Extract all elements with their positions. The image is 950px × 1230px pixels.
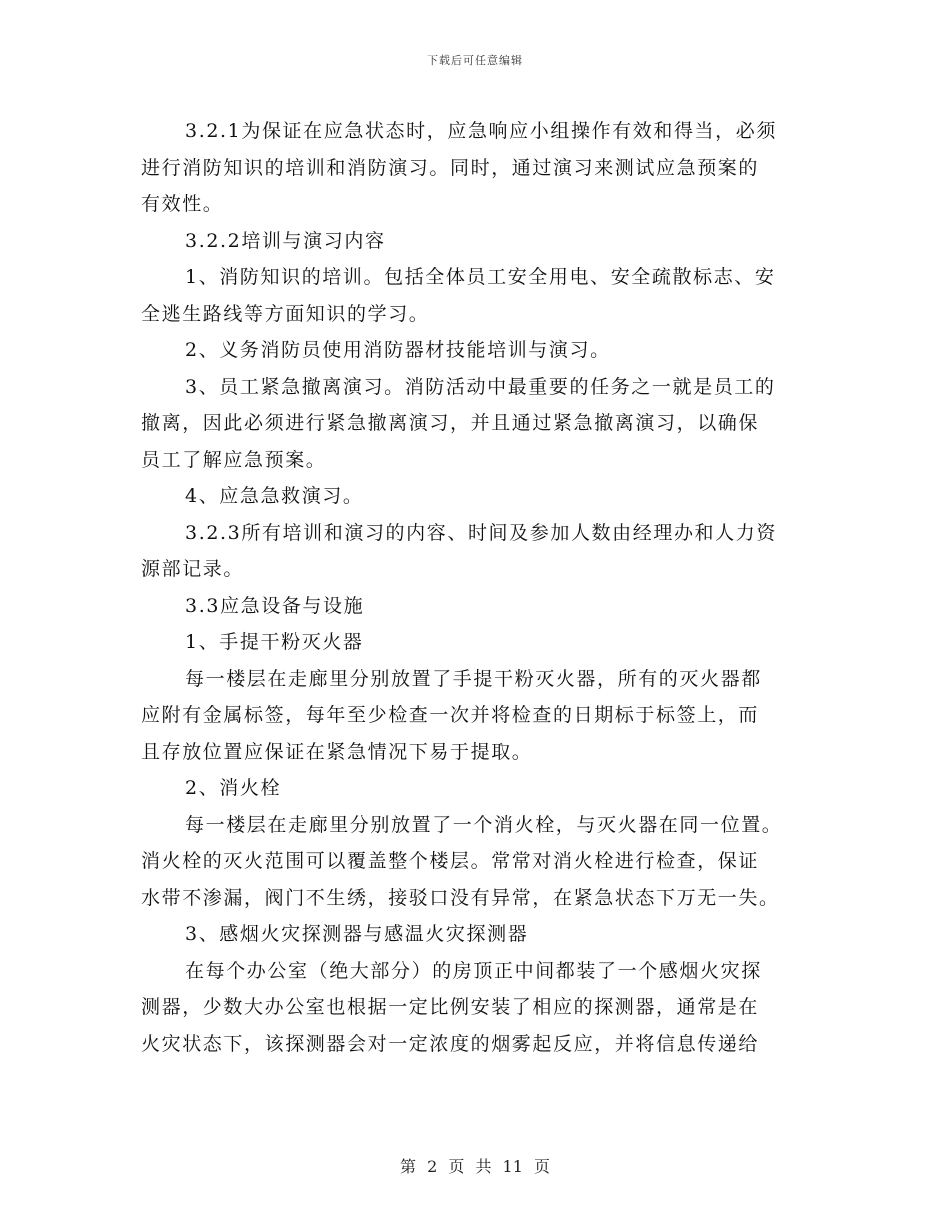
text-line: 水带不渗漏，阀门不生绣，接驳口没有异常，在紧急状态下万无一失。 — [141, 886, 780, 909]
text-line: 3、员工紧急撤离演习。消防活动中最重要的任务之一就是员工的 — [185, 375, 776, 398]
text-line: 3.2.1为保证在应急状态时，应急响应小组操作有效和得当，必须 — [185, 120, 777, 142]
text-line: 1、消防知识的培训。包括全体员工安全用电、安全疏散标志、安 — [185, 266, 776, 288]
page-footer: 第 2 页 共 11 页 — [400, 1157, 550, 1176]
text-line: 在每个办公室（绝大部分）的房顶正中间都装了一个感烟火灾探 — [185, 959, 762, 982]
text-line: 3、感烟火灾探测器与感温火灾探测器 — [185, 923, 529, 945]
text-line: 每一楼层在走廊里分别放置了一个消火栓，与灭火器在同一位置。 — [185, 813, 783, 836]
text-line: 4、应急急救演习。 — [185, 485, 364, 507]
text-line: 撤离，因此必须进行紧急撤离演习，并且通过紧急撤离演习，以确保 — [141, 412, 760, 434]
text-line: 2、消火栓 — [185, 777, 282, 799]
text-line: 全逃生路线等方面知识的学习。 — [141, 302, 430, 325]
text-line: 源部记录。 — [141, 558, 245, 580]
text-line: 测器，少数大办公室也根据一定比例安装了相应的探测器，通常是在 — [141, 996, 760, 1018]
page-header: 下载后可任意编辑 — [427, 54, 523, 67]
text-line: 有效性。 — [141, 193, 224, 215]
text-line: 3.3应急设备与设施 — [185, 594, 365, 617]
text-line: 3.2.3所有培训和演习的内容、时间及参加人数由经理办和人力资 — [185, 521, 777, 544]
text-line: 进行消防知识的培训和消防演习。同时，通过演习来测试应急预案的 — [141, 156, 760, 179]
text-line: 消火栓的灭火范围可以覆盖整个楼层。常常对消火栓进行检查，保证 — [141, 850, 760, 872]
text-line: 3.2.2培训与演习内容 — [185, 229, 386, 252]
text-line: 且存放位置应保证在紧急情况下易于提取。 — [141, 740, 533, 763]
text-line: 应附有金属标签，每年至少检查一次并将检查的日期标于标签上，而 — [141, 704, 760, 726]
text-line: 员工了解应急预案。 — [141, 448, 327, 471]
document-body — [141, 113, 811, 1062]
text-line: 每一楼层在走廊里分别放置了手提干粉灭火器，所有的灭火器都 — [185, 667, 762, 690]
text-line: 1、手提干粉灭火器 — [185, 631, 364, 653]
text-line: 2、义务消防员使用消防器材技能培训与演习。 — [185, 339, 611, 361]
text-line: 火灾状态下，该探测器会对一定浓度的烟雾起反应，并将信息传递给 — [141, 1032, 760, 1055]
